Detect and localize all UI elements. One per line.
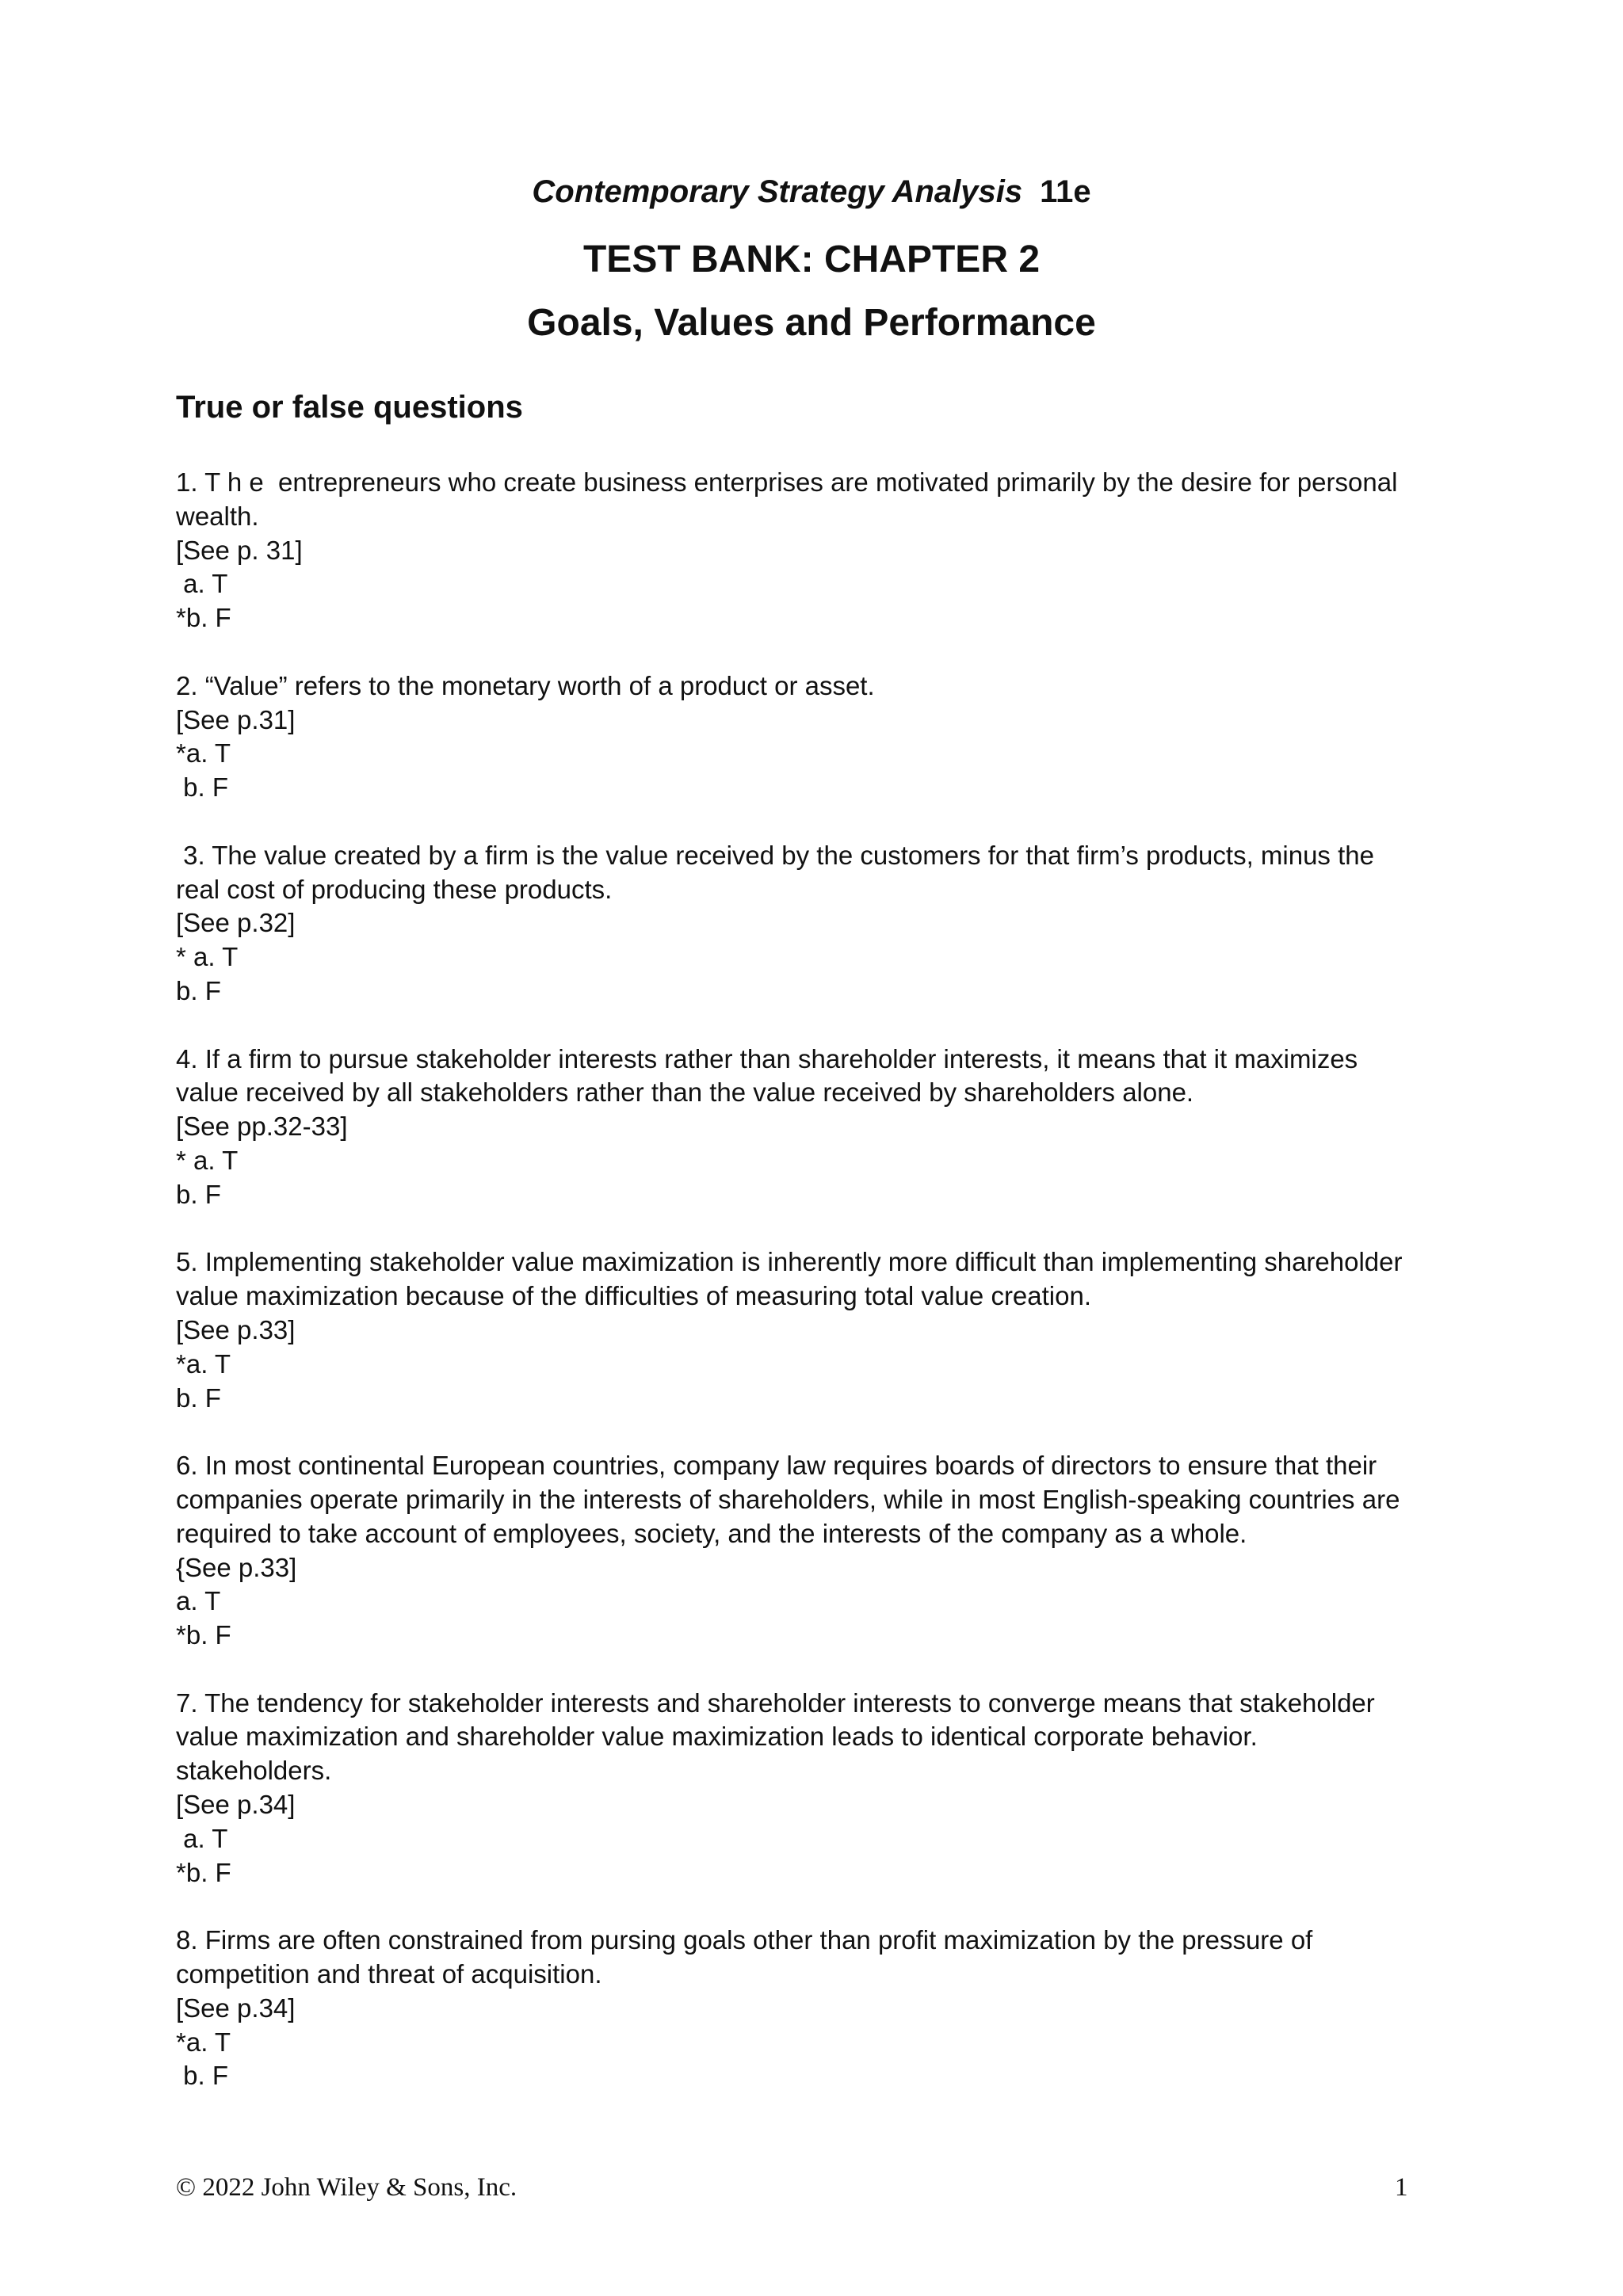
option-a: * a. T bbox=[176, 942, 239, 972]
option-b: b. F bbox=[176, 2061, 229, 2091]
footer-copyright: © 2022 John Wiley & Sons, Inc. bbox=[176, 2173, 517, 2202]
page-reference: [See p.33] bbox=[176, 1314, 296, 1344]
book-edition: 11e bbox=[1040, 174, 1091, 209]
question-text-line: 7. The tendency for stakeholder interests and shareholder interests to converge means that stakeholder bbox=[176, 1688, 1375, 1718]
question-text-line: 2. “Value” refers to the monetary worth of a product or asset. bbox=[176, 670, 875, 700]
option-a: * a. T bbox=[176, 1145, 239, 1175]
option-b: *b. F bbox=[176, 1857, 231, 1887]
question-list bbox=[176, 466, 1476, 2127]
question-text-line: 6. In most continental European countries, company law requires boards of directors to ensure that their bbox=[176, 1451, 1377, 1481]
option-a: a. T bbox=[176, 1586, 221, 1616]
section-title: True or false questions bbox=[176, 390, 523, 425]
question-item bbox=[176, 669, 1476, 805]
option-a: *a. T bbox=[176, 738, 231, 769]
page-reference: [See p. 31] bbox=[176, 535, 303, 565]
question-item bbox=[176, 1043, 1476, 1212]
option-a: *a. T bbox=[176, 1348, 231, 1379]
question-text-line: 3. The value created by a firm is the value received by the customers for that firm’s products, minus the bbox=[176, 840, 1374, 870]
page-reference: [See p.34] bbox=[176, 1993, 296, 2023]
option-b: b. F bbox=[176, 1179, 221, 1209]
question-text-line: real cost of producing these products. bbox=[176, 874, 613, 904]
question-item bbox=[176, 466, 1476, 635]
option-a: *a. T bbox=[176, 2027, 231, 2057]
question-item bbox=[176, 1245, 1476, 1415]
question-item bbox=[176, 1924, 1476, 2093]
book-title: Contemporary Strategy Analysis bbox=[532, 174, 1023, 209]
question-text-line: 1. T h e entrepreneurs who create business enterprises are motivated primarily by the desire for personal bbox=[176, 467, 1398, 497]
page-reference: [See pp.32-33] bbox=[176, 1112, 348, 1142]
page-reference: [See p.31] bbox=[176, 704, 296, 734]
question-text-line: 4. If a firm to pursue stakeholder interests rather than shareholder interests, it means that it maximizes bbox=[176, 1043, 1358, 1074]
question-item bbox=[176, 1449, 1476, 1653]
question-text-line: companies operate primarily in the interests of shareholders, while in most English-speaking countries are bbox=[176, 1484, 1400, 1514]
chapter-heading: TEST BANK: CHAPTER 2 bbox=[582, 238, 1041, 280]
question-text-line: value maximization and shareholder value maximization leads to identical corporate behavior. bbox=[176, 1722, 1258, 1752]
option-b: *b. F bbox=[176, 603, 231, 633]
chapter-subject: Goals, Values and Performance bbox=[527, 302, 1096, 344]
option-b: b. F bbox=[176, 1383, 221, 1413]
page-reference: [See p.32] bbox=[176, 908, 296, 938]
page-reference: [See p.34] bbox=[176, 1790, 296, 1820]
page-reference: {See p.33] bbox=[176, 1552, 297, 1582]
page-number: 1 bbox=[1395, 2173, 1408, 2202]
question-text-line: competition and threat of acquisition. bbox=[176, 1959, 602, 1989]
question-text-line: 5. Implementing stakeholder value maximization is inherently more difficult than implementing shareholder bbox=[176, 1247, 1403, 1277]
question-text-line: value maximization because of the difficulties of measuring total value creation. bbox=[176, 1281, 1092, 1311]
option-a: a. T bbox=[176, 1823, 228, 1853]
question-text-line: wealth. bbox=[176, 501, 259, 531]
question-text-line: value received by all stakeholders rather than the value received by shareholders alone. bbox=[176, 1077, 1194, 1108]
option-b: b. F bbox=[176, 772, 229, 803]
question-text-line: required to take account of employees, society, and the interests of the company as a whole. bbox=[176, 1518, 1247, 1548]
question-item bbox=[176, 1687, 1476, 1890]
option-b: b. F bbox=[176, 975, 221, 1005]
question-item bbox=[176, 839, 1476, 1009]
question-text-line: 8. Firms are often constrained from pursing goals other than profit maximization by the pressure of bbox=[176, 1925, 1313, 1955]
option-b: *b. F bbox=[176, 1620, 231, 1650]
question-text-line: stakeholders. bbox=[176, 1756, 332, 1786]
book-title-line bbox=[0, 174, 1623, 210]
option-a: a. T bbox=[176, 569, 228, 599]
